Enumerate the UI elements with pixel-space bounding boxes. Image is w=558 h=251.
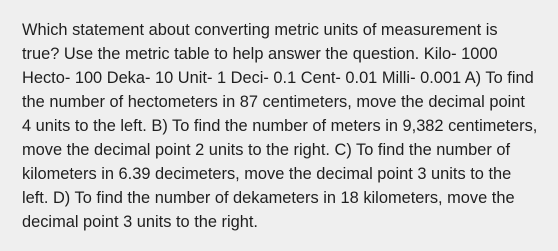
- question-text: Which statement about converting metric units of measurement is true? Use the metric table to help answer the question. Kilo- 1000 Hecto- 100 Deka- 10 Unit- 1 Deci- 0.1 Cent- 0.01 Milli- 0.001 A) To find the number of hectometers in 87 centimeters, move the decimal point 4 units to the left. B) To find the number of meters in 9,382 centimeters, move the decimal point 2 units to the right. C) To find the number of kilometers in 6.39 decimeters, move the decimal point 3 units to the left. D) To find the number of dekameters in 18 kilometers, move the decimal point 3 units to the right.: [22, 21, 538, 231]
